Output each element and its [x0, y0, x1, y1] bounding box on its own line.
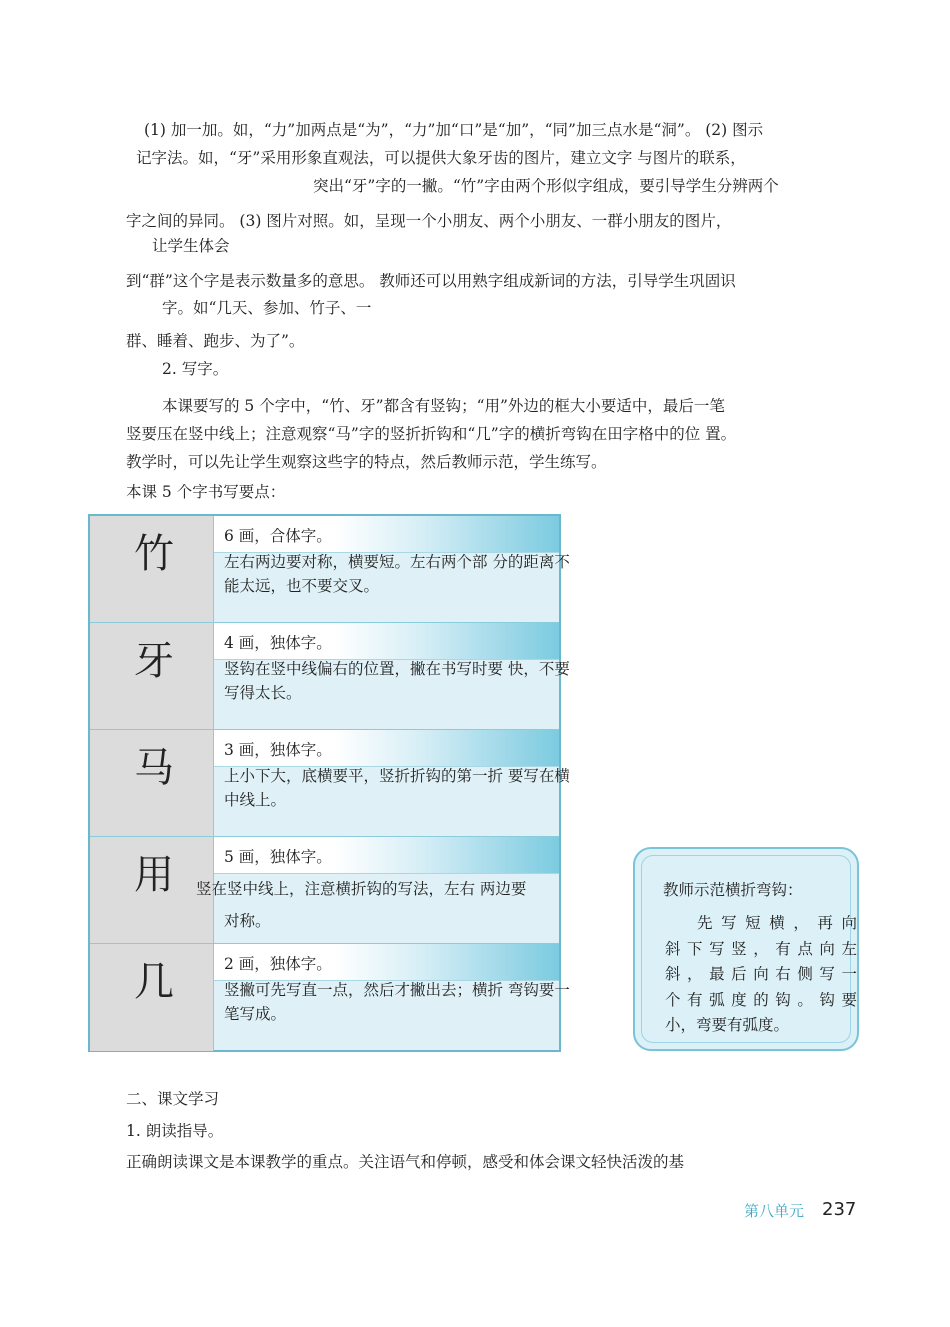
character-cell: [90, 730, 214, 836]
tip-line: 先写短横，再向: [697, 914, 857, 932]
section-text: 正确朗读课文是本课教学的重点。关注语气和停顿，感受和体会课文轻快活泼的基: [126, 1153, 685, 1171]
body-line-12: 教学时，可以先让学生观察这些字的特点，然后教师示范，学生练写。: [126, 453, 607, 471]
character-cell: [90, 623, 214, 729]
table-row: [90, 837, 559, 944]
character: 竹: [134, 531, 174, 577]
character-cell: [90, 944, 214, 1051]
writing-tip-cont: 中线上。: [224, 791, 287, 809]
tip-title: 教师示范横折弯钩：: [663, 881, 803, 899]
section-heading: 二、课文学习: [126, 1090, 220, 1108]
teacher-tip-box: [633, 847, 859, 1051]
body-line-13: 本课 5 个字书写要点：: [126, 483, 286, 501]
body-line-5: 让学生体会: [152, 237, 230, 255]
page-number: 237: [822, 1199, 857, 1220]
body-line-7: 字。如“几天、参加、竹子、一: [162, 299, 372, 317]
tip-line: 个有弧度的钩。钩要: [665, 991, 857, 1009]
character: 马: [134, 745, 174, 791]
writing-tip-cont: 对称。: [224, 912, 271, 930]
stroke-count: 5 画，独体字。: [224, 848, 332, 866]
table-row: [90, 730, 570, 837]
writing-tip-cont: 写得太长。: [224, 684, 302, 702]
writing-tip-cont: 能太远，也不要交叉。: [224, 577, 380, 595]
body-line-10: 本课要写的 5 个字中，“竹、牙”都含有竖钩；“用”外边的框大小要适中，最后一笔: [162, 397, 725, 415]
stroke-count: 6 画，合体字。: [224, 527, 332, 545]
body-line-3: 突出“牙”字的一撇。“竹”字由两个形似字组成，要引导学生分辨两个: [313, 177, 779, 195]
writing-tip-cont: 笔写成。: [224, 1005, 287, 1023]
character: 用: [134, 852, 174, 898]
writing-tip: 竖在竖中线上，注意横折钩的写法，左右 两边要: [196, 880, 527, 898]
unit-label: 第八单元: [744, 1202, 805, 1220]
character-writing-table: [88, 514, 570, 1052]
body-line-4: 字之间的异同。 (3) 图片对照。如，呈现一个小朋友、两个小朋友、一群小朋友的图片，: [126, 212, 732, 230]
body-line-8: 群、睡着、跑步、为了”。: [126, 332, 305, 350]
body-line-6: 到“群”这个字是表示数量多的意思。 教师还可以用熟字组成新词的方法，引导学生巩固识: [126, 272, 736, 290]
body-line-1: (1) 加一加。如，“力”加两点是“为”，“力”加“口”是“加”，“同”加三点水是“洞”。 (2) 图示: [144, 121, 764, 139]
table-row: [90, 516, 570, 623]
writing-tip: 竖钩在竖中线偏右的位置，撇在书写时要 快，不要: [224, 660, 570, 678]
divider: [214, 873, 559, 874]
tip-line: 斜下写竖，有点向左: [665, 940, 857, 958]
character-cell: [90, 516, 214, 622]
writing-tip: 左右两边要对称，横要短。左右两个部 分的距离不: [224, 553, 570, 571]
stroke-count: 2 画，独体字。: [224, 955, 332, 973]
body-line-2: 记字法。如，“牙”采用形象直观法，可以提供大象牙齿的图片，建立文字 与图片的联系，: [136, 149, 746, 167]
stroke-count: 3 画，独体字。: [224, 741, 332, 759]
subheading-writing: 2. 写字。: [162, 360, 229, 378]
tip-line: 斜，最后向右侧写一: [665, 965, 857, 983]
character: 牙: [134, 638, 174, 684]
subheading-reading: 1. 朗读指导。: [126, 1122, 224, 1140]
writing-tip: 竖撇可先写直一点，然后才撇出去；横折 弯钩要一: [224, 981, 570, 999]
table-row: [90, 944, 570, 1051]
stroke-count: 4 画，独体字。: [224, 634, 332, 652]
writing-tip: 上小下大，底横要平，竖折折钩的第一折 要写在横: [224, 767, 570, 785]
character: 几: [134, 959, 174, 1005]
table-row: [90, 623, 570, 730]
tip-line: 小，弯要有弧度。: [665, 1016, 790, 1034]
body-line-11: 竖要压在竖中线上；注意观察“马”字的竖折折钩和“几”字的横折弯钩在田字格中的位 置。: [126, 425, 737, 443]
